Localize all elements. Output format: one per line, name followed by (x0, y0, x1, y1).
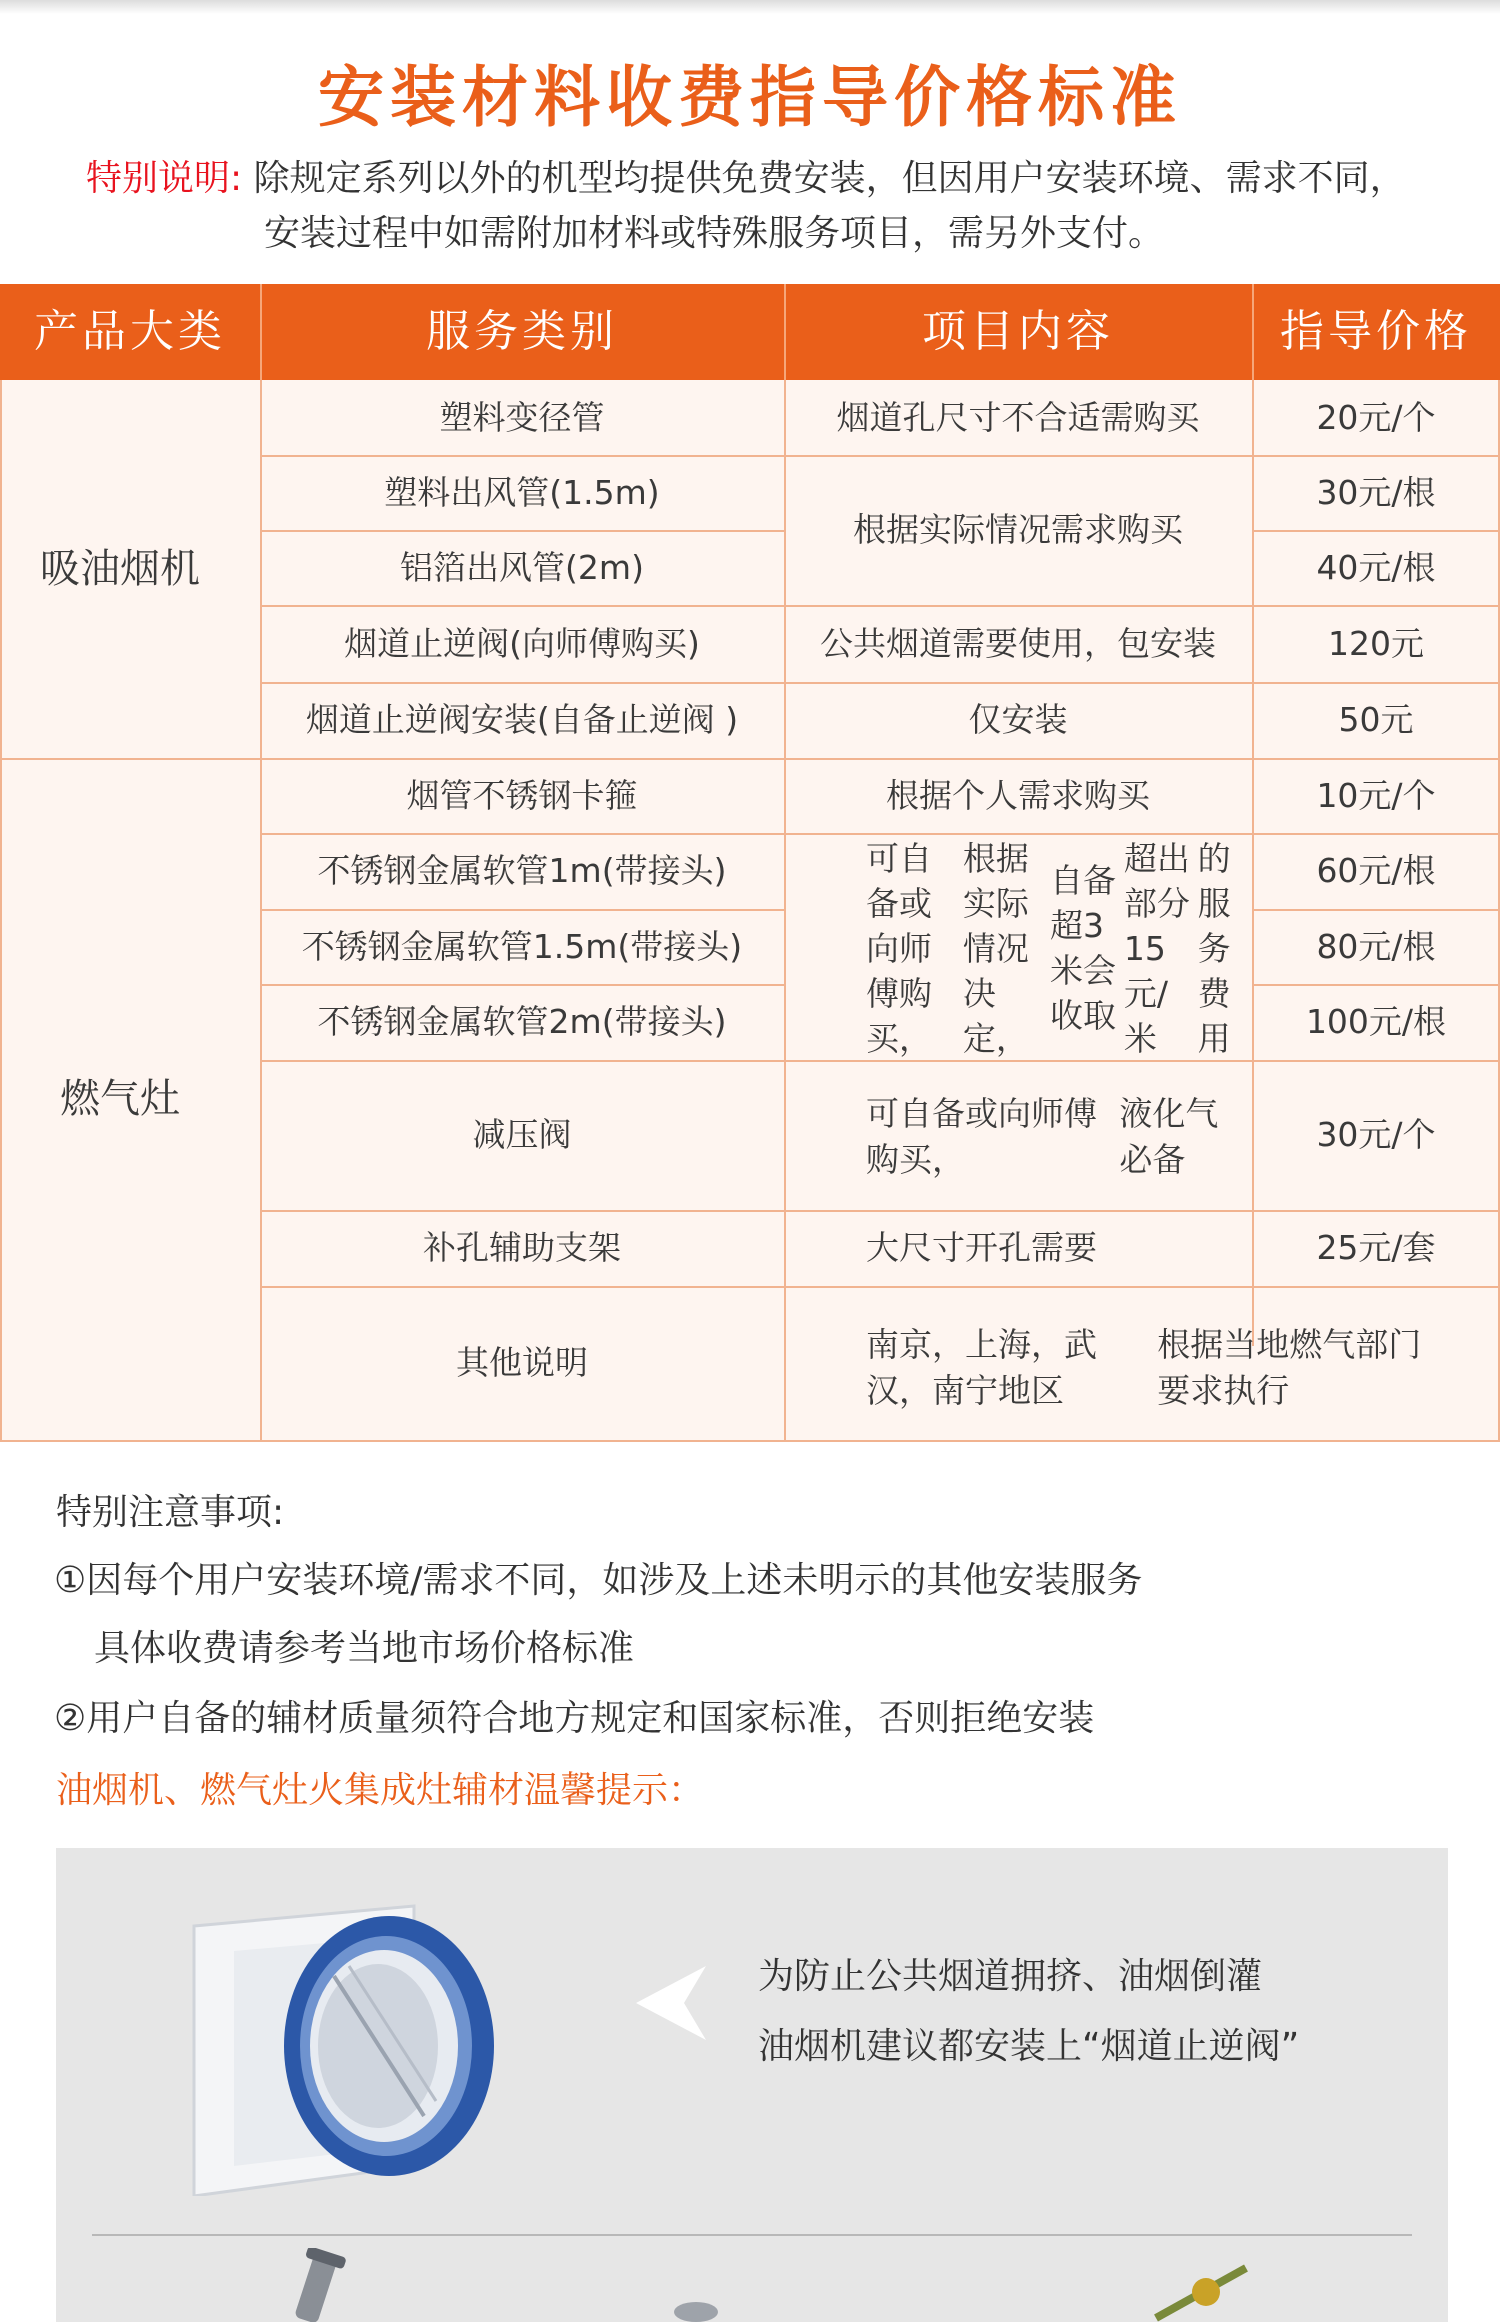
content-line: 根据实际情况决定， (962, 838, 1029, 1058)
price-cell: 10元/个 (1316, 775, 1436, 815)
top-shadow (0, 0, 1500, 14)
price-cell: 30元/根 (1316, 472, 1436, 512)
content-line: 南京，上海，武汉，南宁地区 (866, 1325, 1097, 1410)
service-cell: 补孔辅助支架 (423, 1228, 621, 1267)
special-note-label: 特别说明: (86, 158, 243, 199)
notes-title: 特别注意事项: (56, 1492, 285, 1533)
service-cell: 不锈钢金属软管1m(带接头) (317, 851, 727, 890)
price-cell: 30元/个 (1316, 1115, 1436, 1154)
price-cell: 50元 (1338, 700, 1414, 739)
category-gas-stove: 燃气灶 (60, 1076, 180, 1122)
content-line: 液化气必备 (1119, 1094, 1219, 1179)
service-cell: 塑料变径管 (439, 397, 605, 437)
service-cell: 烟管不锈钢卡箍 (406, 775, 638, 815)
price-cell: 20元/个 (1316, 397, 1436, 437)
content-cell: 根据个人需求购买 (886, 775, 1150, 815)
content-cell: 大尺寸开孔需要 (866, 1228, 1097, 1267)
note-item-1: ①因每个用户安装环境/需求不同，如涉及上述未明示的其他安装服务 (54, 1560, 1143, 1601)
hose-fitting-image (666, 2288, 726, 2322)
content-line: 自备超3米会收取 (1049, 861, 1116, 1035)
content-cell: 公共烟道需要使用，包安装 (820, 623, 1216, 663)
special-note-text1: 除规定系列以外的机型均提供免费安装，但因用户安装环境、需求不同， (253, 158, 1406, 199)
special-note-line1 (86, 150, 1406, 201)
service-cell: 烟道止逆阀(向师傅购买) (344, 623, 700, 663)
col-header-service: 服务类别 (260, 284, 784, 380)
check-valve-image (174, 1896, 514, 2196)
service-cell: 不锈钢金属软管2m(带接头) (317, 1002, 727, 1041)
col-header-category: 产品大类 (0, 284, 260, 380)
price-cell: 100元/根 (1305, 1002, 1447, 1041)
price-cell: 60元/根 (1316, 851, 1436, 890)
service-cell: 铝箔出风管(2m) (400, 547, 644, 587)
service-cell: 烟道止逆阀安装(自备止逆阀 ) (305, 700, 739, 739)
content-cell: 烟道孔尺寸不合适需购买 (836, 397, 1200, 437)
price-table (0, 284, 1500, 1442)
panel-text-line2: 油烟机建议都安装上“烟道止逆阀” (758, 2026, 1300, 2067)
content-line: 可自备或向师傅购买， (866, 1094, 1097, 1179)
pressure-valve-image (1146, 2258, 1256, 2322)
panel-divider (92, 2234, 1412, 2236)
tip-title: 油烟机、燃气灶火集成灶辅材温馨提示： (56, 1770, 705, 1811)
content-line: 根据当地燃气部门要求执行 (1157, 1325, 1422, 1410)
content-cell-multiline (866, 1318, 1426, 1418)
price-cell: 120元 (1328, 623, 1424, 663)
col-header-price: 指导价格 (1252, 284, 1500, 380)
grid-line (0, 380, 2, 1442)
page-title: 安装材料收费指导价格标准 (318, 59, 1182, 136)
price-cell: 80元/根 (1316, 926, 1436, 966)
panel-text-line1: 为防止公共烟道拥挤、油烟倒灌 (758, 1956, 1263, 1997)
special-note-text2: 安装过程中如需附加材料或特殊服务项目，需另外支付。 (264, 213, 1165, 254)
service-cell: 其他说明 (456, 1343, 588, 1382)
category-range-hood: 吸油烟机 (40, 546, 200, 592)
price-cell: 40元/根 (1316, 547, 1436, 587)
service-cell: 塑料出风管(1.5m) (384, 472, 660, 512)
note-item-2: ②用户自备的辅材质量须符合地方规定和国家标准，否则拒绝安装 (54, 1698, 1095, 1739)
service-cell: 减压阀 (472, 1115, 572, 1154)
content-line: 超出部分15元/米 (1123, 838, 1190, 1058)
price-cell: 25元/套 (1316, 1228, 1436, 1267)
arrow-left-icon (626, 1958, 716, 2048)
content-line: 的服务费用 (1197, 838, 1231, 1058)
note-item-1-cont: 具体收费请参考当地市场价格标准 (94, 1628, 635, 1669)
service-cell: 不锈钢金属软管1.5m(带接头) (301, 926, 743, 966)
tip-panel (56, 1848, 1448, 2322)
content-cell: 仅安装 (968, 700, 1068, 739)
content-cell-multiline (866, 1087, 1246, 1187)
pipe-clamp-image (266, 2248, 356, 2322)
content-cell: 根据实际情况需求购买 (853, 510, 1183, 549)
content-line: 可自备或向师傅购买， (866, 838, 932, 1058)
col-header-content: 项目内容 (784, 284, 1252, 380)
content-cell-multiline (866, 837, 1246, 1059)
